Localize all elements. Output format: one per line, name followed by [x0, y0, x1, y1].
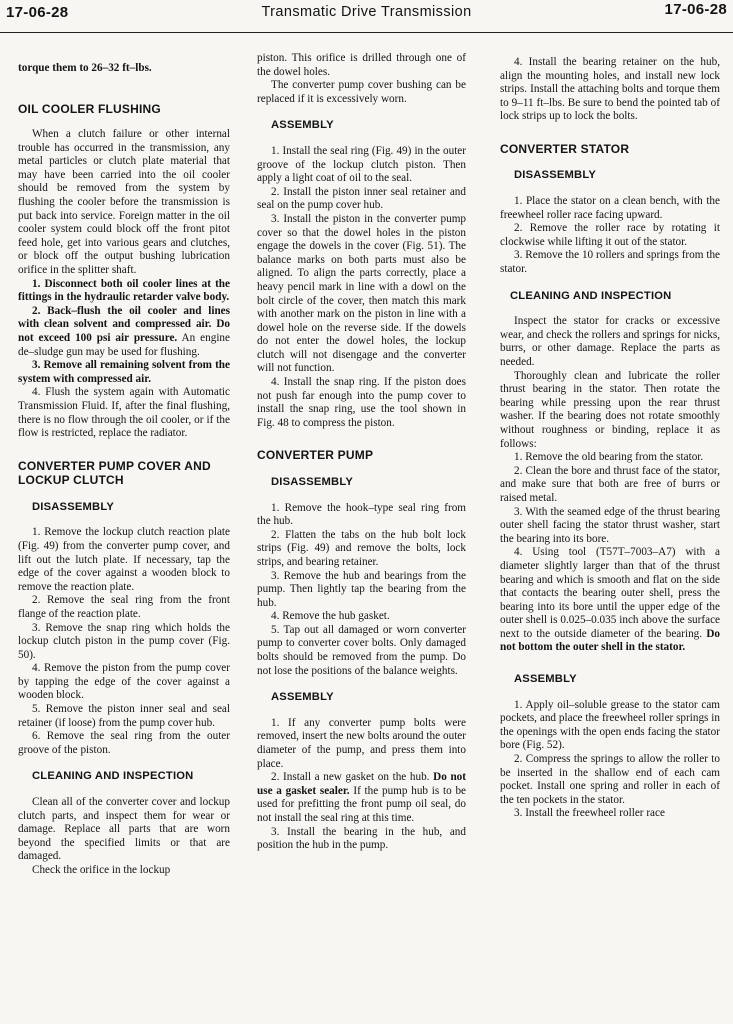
column-middle: [257, 44, 466, 1019]
disassembly-step-6: 6. Remove the seal ring from the outer groove of the piston.: [18, 730, 230, 756]
stator-assembly-step-1: 1. Apply oil–soluble grease to the stator cam pockets, and place the freewheel roller springs in the openings with the open ends facing the stator bore (Fig. 52).: [500, 698, 720, 752]
heading-cleaning-inspection: CLEANING AND INSPECTION: [32, 770, 194, 783]
heading-assembly: ASSEMBLY: [514, 673, 577, 686]
pump-assembly-step-2-a: 2. Install a new gasket on the hub.: [271, 771, 430, 784]
stator-cleaning-step-4-text: 4. Using tool (T57T–7003–A7) with a diameter slightly larger than that of the thrust bearing and which is smooth and flat on the side that contacts the bearing outer shell, press the bearing into its bore until the upper edge of the outer shell is 0.025–0.035 inch above the surface next to the outside diameter of the bearing.: [500, 546, 720, 640]
assembly-step-4: 4. Install the snap ring. If the piston does not push far enough into the pump cover to install the snap ring, use the tool shown in Fig. 48 to compress the piston.: [257, 376, 466, 429]
assembly-step-2: 2. Install the piston inner seal retainer and seal on the pump cover hub.: [257, 185, 466, 212]
stator-assembly-step-2: 2. Compress the springs to allow the roller to be inserted in the shallow end of each cam pocket. Install one spring and roller in each of the ten pockets in the stator.: [500, 753, 720, 806]
heading-converter-pump: CONVERTER PUMP: [257, 448, 374, 463]
pump-assembly-step-2-c: If the pump hub is to be used for prefitting the front pump oil seal, do not install the seal ring at this time.: [257, 784, 466, 824]
pump-assembly-step-3: 3. Install the bearing in the hub, and position the hub in the pump.: [257, 825, 466, 852]
heading-assembly: ASSEMBLY: [271, 691, 334, 704]
bushing-paragraph: The converter pump cover bushing can be replaced if it is excessively worn.: [257, 79, 466, 105]
stator-cleaning-step-3: 3. With the seamed edge of the thrust bearing outer shell facing the stator thrust washer, start the bearing into its bore.: [500, 505, 720, 545]
stator-cleaning-step-4: [500, 546, 720, 655]
pump-disassembly-step-4: 4. Remove the hub gasket.: [271, 610, 390, 623]
oil-cooler-step-2: [18, 305, 230, 359]
page-header: [0, 0, 733, 33]
heading-oil-cooler-flushing: OIL COOLER FLUSHING: [18, 101, 161, 116]
oil-cooler-step-4: 4. Flush the system again with Automatic Transmission Fluid. If, after the final flushing, there is no flow through the oil cooler, or if the flow is restricted, replace the radiator.: [18, 386, 230, 440]
column-left: [18, 44, 230, 1019]
pump-assembly-step-2: [257, 771, 466, 825]
pump-disassembly-step-2: 2. Flatten the tabs on the hub bolt lock strips (Fig. 49) and remove the bolts, lock strips, and bearing retainer.: [257, 528, 466, 568]
pump-disassembly-step-5: 5. Tap out all damaged or worn converter pump to converter cover bolts. Only damaged bolts should be removed from the pump. Do not lose the positions of the balance weights.: [257, 623, 466, 677]
heading-disassembly: DISASSEMBLY: [514, 169, 596, 182]
pump-assembly-step-2-warning: Do not use a gasket sealer.: [257, 771, 466, 797]
disassembly-step-1: 1. Remove the lockup clutch reaction plate (Fig. 49) from the converter pump cover, and lift out the lutch plate. If necessary, tap the edge of the cover against a wooden block to remove the reaction plate.: [18, 526, 230, 593]
disassembly-step-5: 5. Remove the piston inner seal and seal retainer (if loose) from the pump cover hub.: [18, 703, 230, 729]
stator-cleaning-step-1: 1. Remove the old bearing from the stator.: [514, 451, 704, 464]
disassembly-step-3: 3. Remove the snap ring which holds the lockup clutch piston in the pump cover (Fig. 50).: [18, 621, 230, 661]
stator-cleaning-step-2: 2. Clean the bore and thrust face of the stator, and make sure that both are free of burrs or raised metal.: [500, 464, 720, 504]
stator-disassembly-step-2: 2. Remove the roller race by rotating it clockwise while lifting it out of the stator.: [500, 222, 720, 248]
heading-disassembly: DISASSEMBLY: [32, 500, 114, 513]
continued-paragraph: torque them to 26–32 ft–lbs.: [18, 62, 152, 74]
oil-cooler-step-2-bold: 2. Back–flush the oil cooler and lines with clean solvent and compressed air. Do not exceed 100 psi air pressure.: [18, 304, 230, 344]
heading-converter-stator: CONVERTER STATOR: [500, 141, 630, 156]
heading-assembly: ASSEMBLY: [271, 119, 334, 132]
assembly-step-1: 1. Install the seal ring (Fig. 49) in the outer groove of the lockup clutch piston. Then apply a light coat of oil to the seal.: [257, 144, 466, 185]
stator-cleaning-step-4-warning: Do not bottom the outer shell in the stator.: [500, 627, 720, 654]
stator-assembly-step-3: 3. Install the freewheel roller race: [514, 807, 665, 820]
disassembly-step-4: 4. Remove the piston from the pump cover by tapping the edge of the cover against a wooden block.: [18, 662, 230, 702]
column-right: [500, 44, 720, 1019]
stator-cleaning-paragraph-2: Thoroughly clean and lubricate the roller thrust bearing in the stator. Then rotate the bearing while pressing upon the rear thrust washer. If the bearing does not rotate smoothly without roughness or binding, replace it as follows:: [500, 369, 720, 450]
heading-converter-pump-cover: CONVERTER PUMP COVER AND LOCKUP CLUTCH: [18, 458, 211, 488]
stator-cleaning-paragraph-1: Inspect the stator for cracks or excessive wear, and check the rollers and springs for nicks, burrs, or other damage. Replace the parts as needed.: [500, 315, 720, 368]
heading-disassembly: DISASSEMBLY: [271, 475, 353, 488]
pump-assembly-step-4: 4. Install the bearing retainer on the hub, align the mounting holes, and install new lock strips. Install the attaching bolts and torque them to 9–11 ft–lbs. Be sure to bend the pointed tab of lock strips up to lock the bolts.: [500, 56, 720, 123]
oil-cooler-step-3: 3. Remove all remaining solvent from the system with compressed air.: [18, 359, 230, 385]
page-number-left: 17-06-28: [6, 4, 69, 21]
oil-cooler-intro: When a clutch failure or other internal trouble has occurred in the transmission, any metal particles or clutch plate material that may have been carried into the oil cooler should be removed from the system by flushing the cooler before the transmission is put back into service. Foreign matter in the oil cooler system could block off the front pitot feed hole, get into various gears and clutches, or block off the output bushing lubrication orifice in the splitter shaft.: [18, 128, 230, 277]
assembly-step-3: 3. Install the piston in the converter pump cover so that the dowel holes in the piston engage the dowels in the cover (Fig. 51). The balance marks on both parts must also be aligned. To align the parts correctly, place a heavy pencil mark in line with a dowl on the bolt circle of the cover, then match this mark with another mark on the piston in line with a dowel hole on the reverse side. If the dowels do not enter the dowel holes, the lockup clutch will not disengage and the converter will not function.: [257, 212, 466, 375]
running-title: Transmatic Drive Transmission: [261, 4, 472, 20]
cleaning-paragraph-1: Clean all of the converter cover and lockup clutch parts, and inspect them for wear or damage. Replace all parts that are worn beyond the specified limits or that are damaged.: [18, 796, 230, 863]
cleaning-paragraph-2: Check the orifice in the lockup: [32, 864, 171, 876]
pump-assembly-step-1: 1. If any converter pump bolts were removed, insert the new bolts around the outer diameter of the pump, and press them into place.: [257, 716, 466, 770]
heading-cleaning-inspection: CLEANING AND INSPECTION: [510, 289, 672, 302]
stator-disassembly-step-3: 3. Remove the 10 rollers and springs from the stator.: [500, 249, 720, 276]
oil-cooler-step-2-rest: An engine de–sludge gun may be used for flushing.: [18, 332, 230, 358]
stator-disassembly-step-1: 1. Place the stator on a clean bench, with the freewheel roller race facing upward.: [500, 195, 720, 221]
page-number-right: 17-06-28: [664, 1, 727, 18]
oil-cooler-step-1: 1. Disconnect both oil cooler lines at the fittings in the hydraulic retarder valve body.: [18, 277, 230, 304]
pump-disassembly-step-3: 3. Remove the hub and bearings from the pump. Then lightly tap the bearing from the hub.: [257, 569, 466, 609]
disassembly-step-2: 2. Remove the seal ring from the front flange of the reaction plate.: [18, 594, 230, 620]
continued-paragraph: piston. This orifice is drilled through one of the dowel holes.: [257, 52, 466, 78]
pump-disassembly-step-1: 1. Remove the hook–type seal ring from the hub.: [257, 501, 466, 528]
